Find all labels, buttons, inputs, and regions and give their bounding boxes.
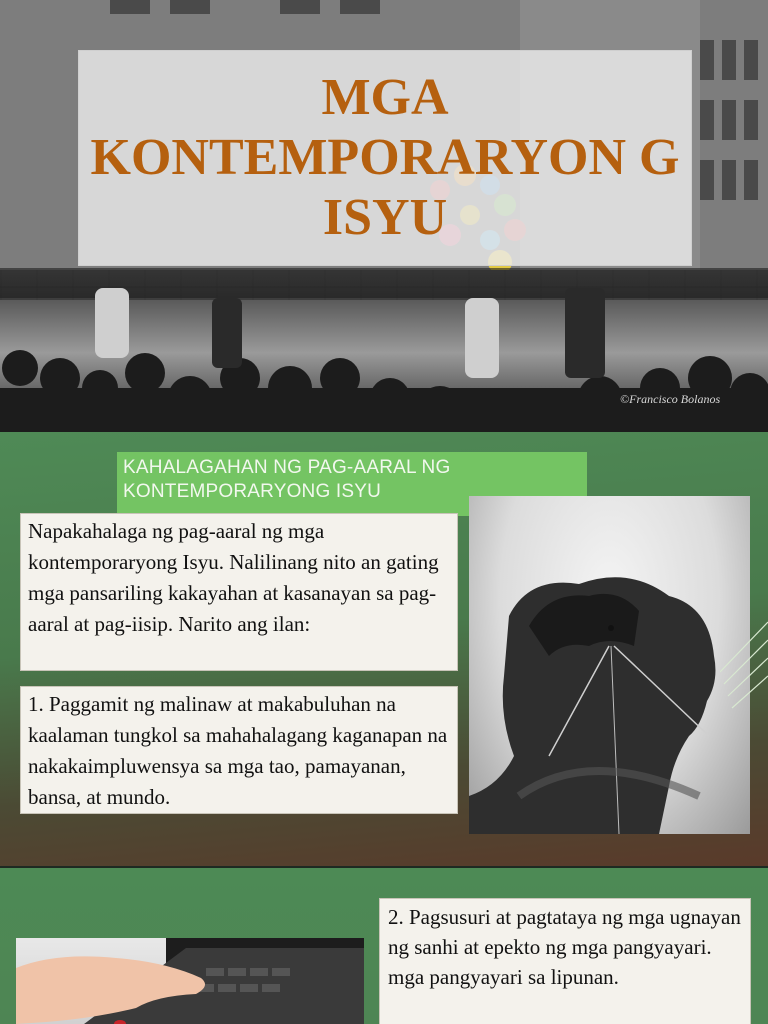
title-box [78, 50, 692, 266]
point-two-box [379, 898, 751, 1024]
analysis-slide [0, 868, 768, 1024]
photo-credit: ©Francisco Bolanos [620, 392, 721, 406]
title-slide [0, 0, 768, 432]
point-one-box: 1. Paggamit ng malinaw at makabuluhan na kaalaman tungkol sa mahahalagang kaganapan na nakakaimpluwensya sa mga tao, pamayanan, bansa, at mundo. [20, 686, 458, 814]
intro-text-box: Napakahalaga ng pag-aaral ng mga kontemporaryong Isyu. Nalilinang nito an gating mga pansariling kakayahan at kasanayan sa pag-aaral at pag-iisip. Narito ang ilan: [20, 513, 458, 671]
point-two-text: 2. Pagsusuri at pagtataya ng mga ugnayan ng sanhi at epekto ng mga pangyayari. [388, 905, 741, 959]
decorative-lines [720, 612, 768, 722]
laptop-typing-photo [16, 938, 364, 1024]
point-two-continued: mga pangyayari sa lipunan. [388, 965, 619, 989]
importance-slide [0, 432, 768, 866]
hand-on-keyboard-image [16, 938, 364, 1024]
head-silhouette-image [469, 496, 750, 834]
section-header: KAHALAGAHAN NG PAG-AARAL NG KONTEMPORARYONG ISYU [117, 452, 587, 516]
slide-title: MGA KONTEMPORARYON G ISYU [90, 69, 680, 246]
double-exposure-photo [469, 496, 750, 834]
